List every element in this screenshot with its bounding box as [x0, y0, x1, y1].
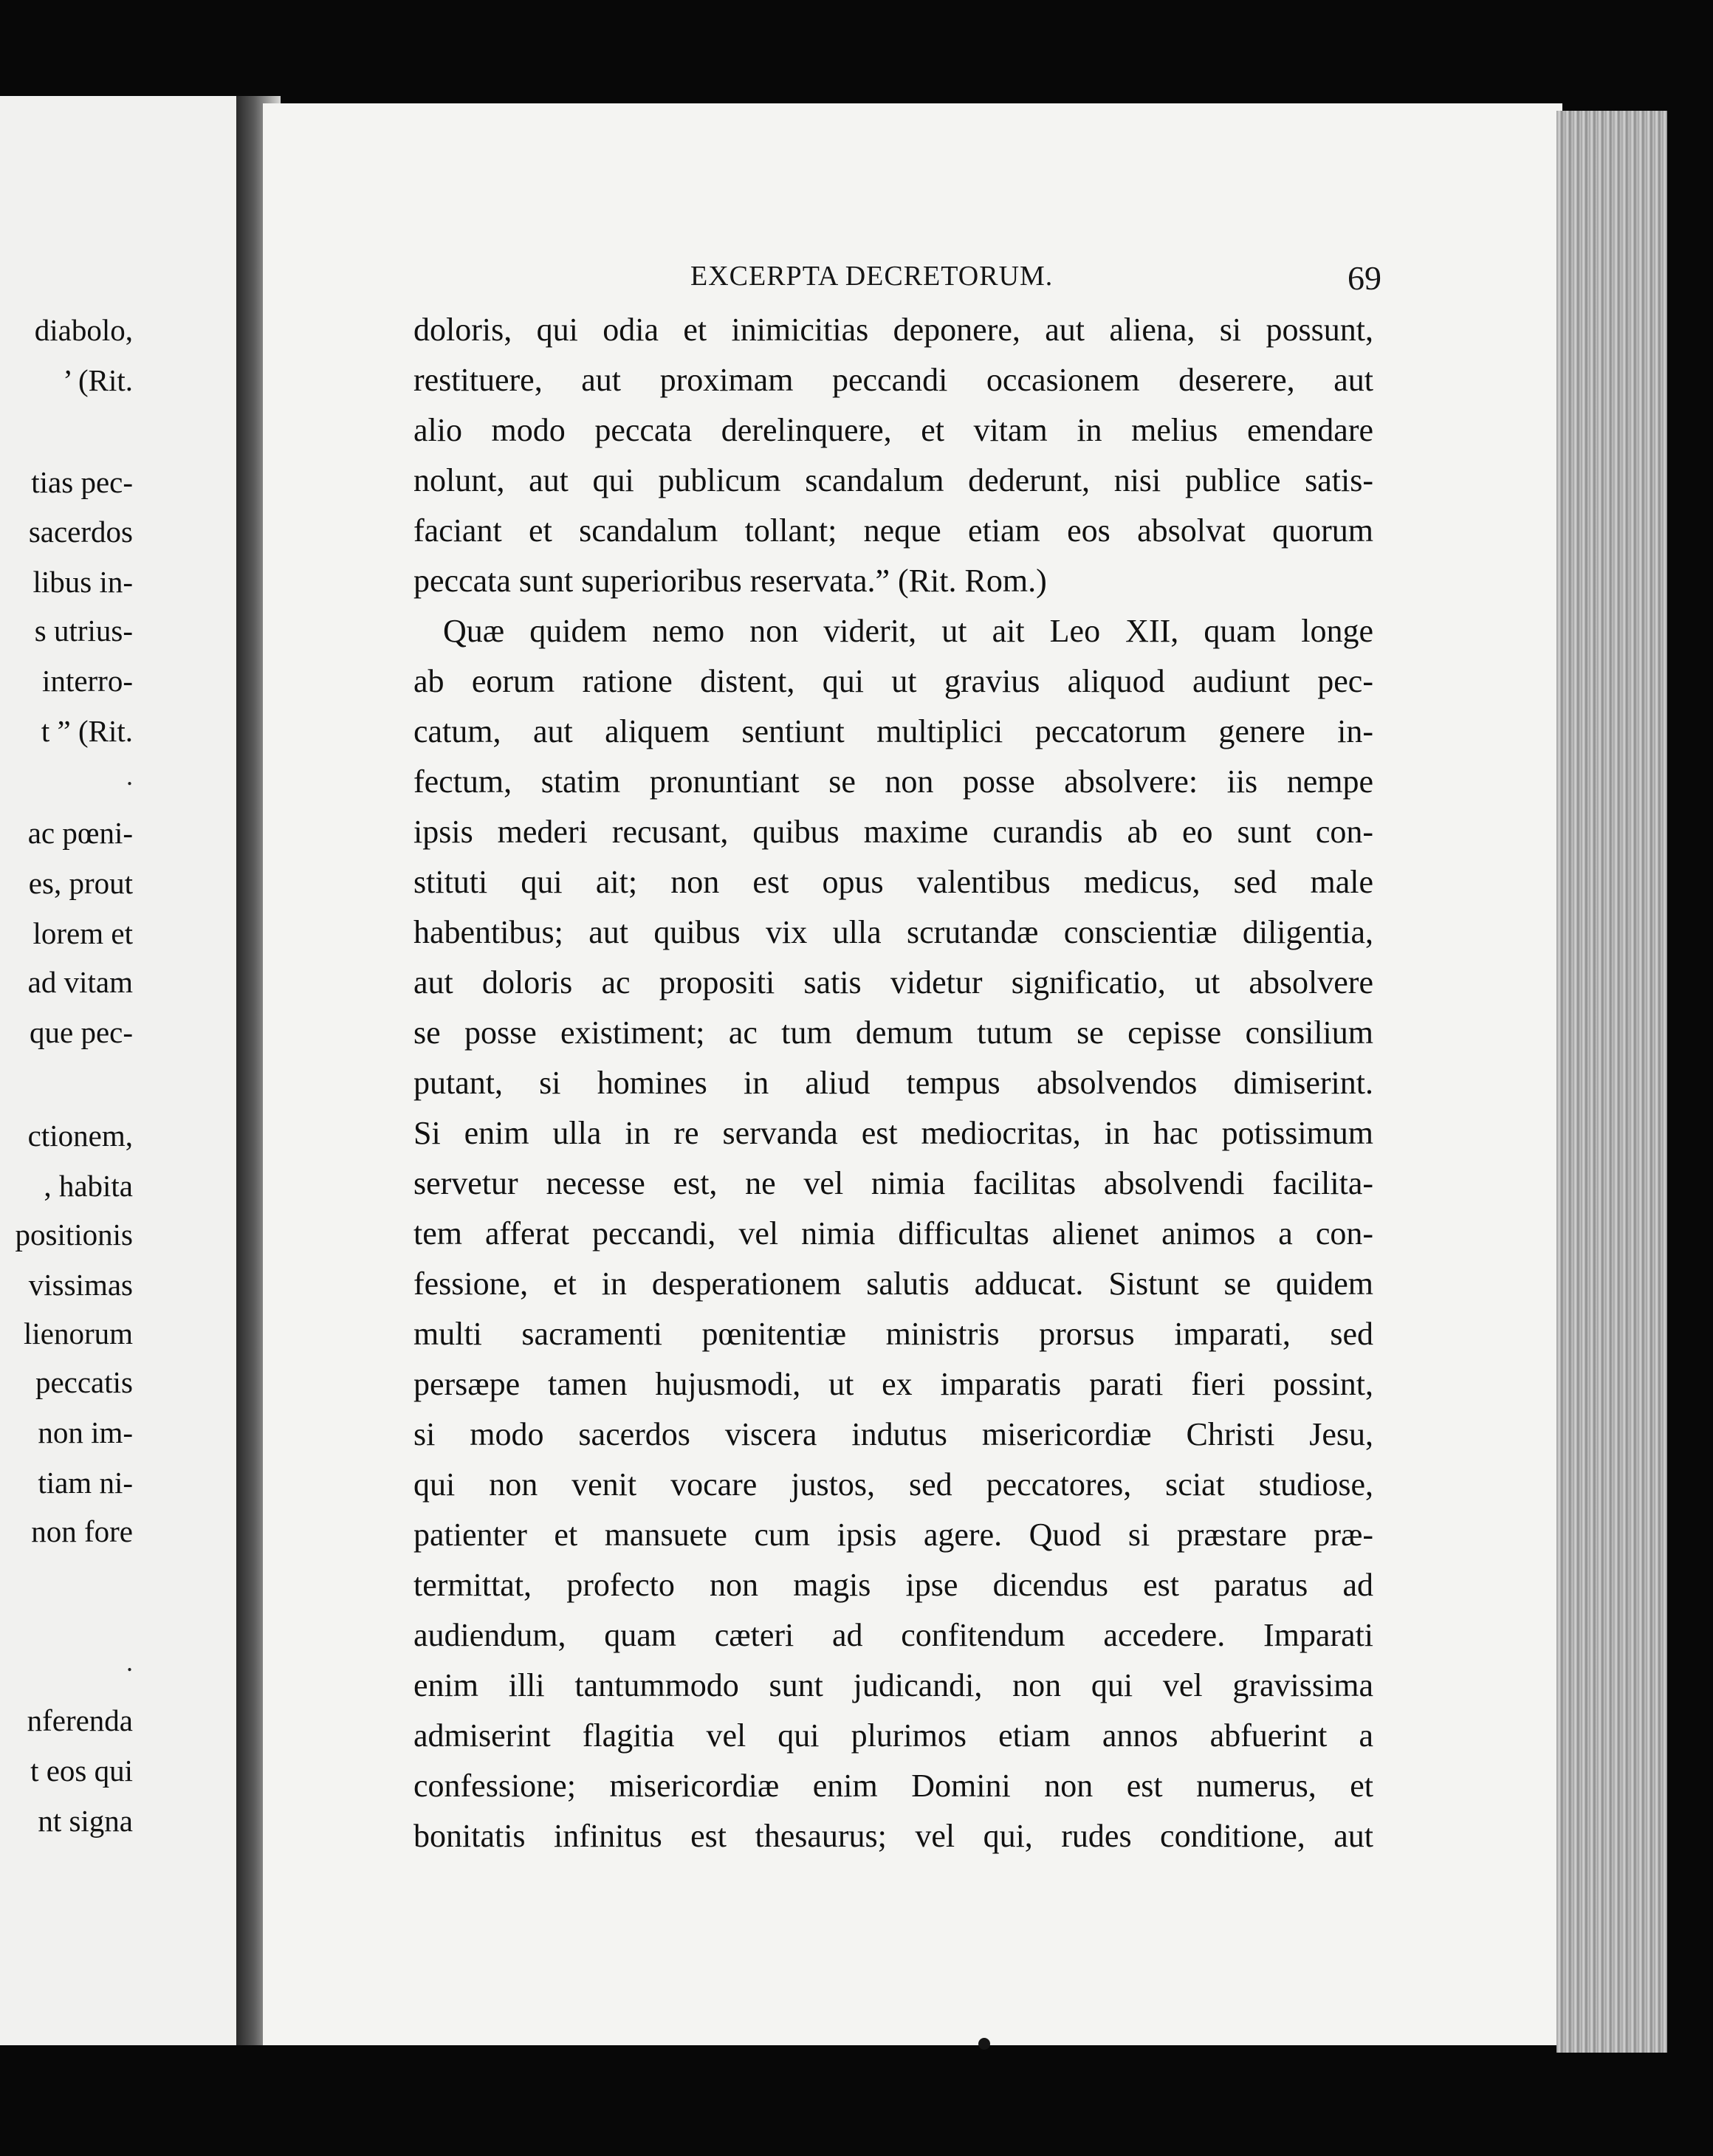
- left-line: vissimas: [28, 1268, 133, 1302]
- left-line: nt signa: [38, 1804, 133, 1838]
- left-line: , habita: [44, 1169, 133, 1203]
- left-line: es, prout: [28, 866, 133, 900]
- left-dot: .: [126, 1647, 133, 1677]
- left-line: diabolo,: [34, 313, 133, 347]
- text-line: tem afferat peccandi, vel nimia difficultas alienet animos a con-: [413, 1215, 1373, 1252]
- text-line: si modo sacerdos viscera indutus misericordiæ Christi Jesu,: [413, 1416, 1373, 1452]
- text-line: aut doloris ac propositi satis videtur significatio, ut absolvere: [413, 964, 1373, 1000]
- page-number: 69: [1348, 259, 1381, 297]
- left-line: non im-: [38, 1415, 133, 1449]
- text-line: stituti qui ait; non est opus valentibus medicus, sed male: [413, 864, 1373, 900]
- text-line: fectum, statim pronuntiant se non posse absolvere: iis nempe: [413, 763, 1373, 800]
- left-line: que pec-: [30, 1015, 133, 1049]
- left-dot: .: [126, 761, 133, 791]
- text-line: faciant et scandalum tollant; neque etiam eos absolvat quorum: [413, 512, 1373, 549]
- text-line: Si enim ulla in re servanda est mediocritas, in hac potissimum: [413, 1115, 1373, 1151]
- left-page: [0, 96, 236, 2045]
- left-line: interro-: [42, 664, 133, 698]
- text-line: Quæ quidem nemo non viderit, ut ait Leo XII, quam longe: [443, 613, 1373, 649]
- text-line: patienter et mansuete cum ipsis agere. Quod si præstare præ-: [413, 1517, 1373, 1553]
- text-line: admiserint flagitia vel qui plurimos etiam annos abfuerint a: [413, 1717, 1373, 1754]
- left-line: lorem et: [32, 916, 133, 950]
- text-line: se posse existiment; ac tum demum tutum se cepisse consilium: [413, 1015, 1373, 1051]
- text-line: putant, si homines in aliud tempus absolvendos dimiserint.: [413, 1065, 1373, 1101]
- text-line: servetur necesse est, ne vel nimia facilitas absolvendi facilita-: [413, 1165, 1373, 1201]
- left-line: s utrius-: [34, 614, 133, 648]
- left-line: tias pec-: [31, 465, 133, 499]
- footer-dot: [978, 2038, 990, 2050]
- left-line: t eos qui: [30, 1754, 133, 1788]
- text-line: multi sacramenti pœnitentiæ ministris prorsus imparati, sed: [413, 1316, 1373, 1352]
- text-line: catum, aut aliquem sentiunt multiplici peccatorum genere in-: [413, 713, 1373, 749]
- text-line: restituere, aut proximam peccandi occasionem deserere, aut: [413, 362, 1373, 398]
- left-line: t ” (Rit.: [41, 714, 133, 748]
- text-line: qui non venit vocare justos, sed peccatores, sciat studiose,: [413, 1466, 1373, 1503]
- left-line: lienorum: [23, 1316, 133, 1350]
- text-line: persæpe tamen hujusmodi, ut ex imparatis parati fieri possint,: [413, 1366, 1373, 1402]
- text-line: enim illi tantummodo sunt judicandi, non qui vel gravissima: [413, 1667, 1373, 1703]
- text-line: ipsis mederi recusant, quibus maxime curandis ab eo sunt con-: [413, 814, 1373, 850]
- page-edges: [1556, 111, 1667, 2053]
- left-line: ad vitam: [27, 965, 133, 999]
- text-line: confessione; misericordiæ enim Domini non est numerus, et: [413, 1768, 1373, 1804]
- running-head: EXCERPTA DECRETORUM.: [690, 261, 1054, 292]
- left-line: tiam ni-: [38, 1466, 133, 1500]
- left-line: peccatis: [35, 1365, 133, 1399]
- left-line: sacerdos: [28, 515, 133, 549]
- text-line: habentibus; aut quibus vix ulla scrutandæ conscientiæ diligentia,: [413, 914, 1373, 950]
- text-line: termittat, profecto non magis ipse dicendus est paratus ad: [413, 1567, 1373, 1603]
- left-line: nferenda: [27, 1703, 133, 1737]
- left-line: non fore: [31, 1514, 133, 1548]
- text-line: ab eorum ratione distent, qui ut gravius aliquod audiunt pec-: [413, 663, 1373, 699]
- left-line: libus in-: [32, 565, 133, 599]
- text-line: audiendum, quam cæteri ad confitendum accedere. Imparati: [413, 1617, 1373, 1653]
- left-line: ac pœni-: [27, 816, 133, 850]
- left-line: ctionem,: [27, 1119, 133, 1153]
- text-line: fessione, et in desperationem salutis adducat. Sistunt se quidem: [413, 1266, 1373, 1302]
- left-line: ’ (Rit.: [63, 363, 133, 397]
- text-line: bonitatis infinitus est thesaurus; vel qui, rudes conditione, aut: [413, 1818, 1373, 1854]
- left-line: positionis: [15, 1218, 133, 1252]
- text-line: doloris, qui odia et inimicitias deponere, aut aliena, si possunt,: [413, 312, 1373, 348]
- text-line: alio modo peccata derelinquere, et vitam in melius emendare: [413, 412, 1373, 448]
- text-line: peccata sunt superioribus reservata.” (Rit. Rom.): [413, 563, 1047, 599]
- text-line: nolunt, aut qui publicum scandalum dederunt, nisi publice satis-: [413, 462, 1373, 498]
